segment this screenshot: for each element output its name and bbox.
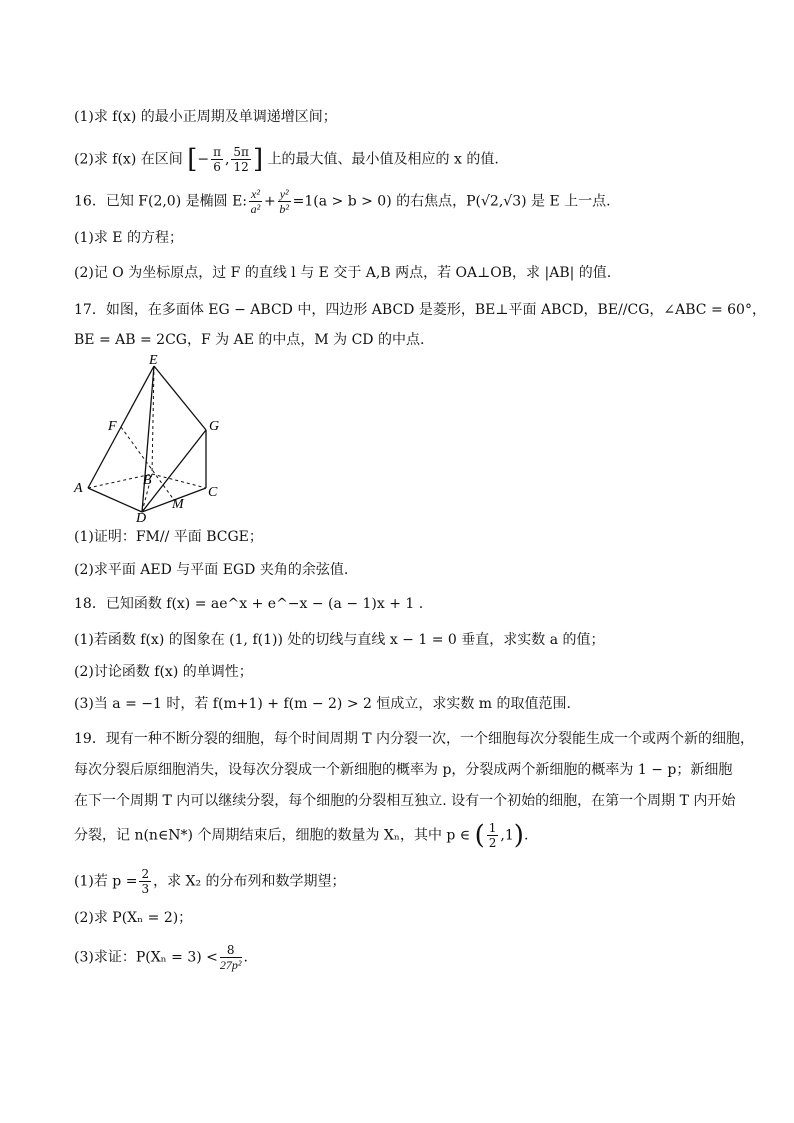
q19-line2: 每次分裂后原细胞消失，设每次分裂成一个新细胞的概率为 p，分裂成两个新细胞的概率为 1 − p；新细胞 [74, 762, 733, 778]
q19-line4 [74, 822, 734, 849]
q19-part1 [74, 868, 734, 895]
label-A: A [74, 481, 83, 496]
q17-part1: (1)证明：FM// 平面 BCGE； [74, 529, 263, 545]
q19-part2: (2)求 P(Xₙ = 2)； [74, 910, 193, 926]
q17-stem-line2: BE = AB = 2CG，F 为 AE 的中点，M 为 CD 的中点. [74, 332, 425, 348]
label-G: G [209, 419, 220, 434]
q19-part3 [74, 944, 734, 971]
q19-line3: 在下一个周期 T 内可以继续分裂，每个细胞的分裂相互独立. 设有一个初始的细胞，在第一个周期 T 内开始 [74, 793, 736, 809]
q16-x2: x² [251, 187, 260, 201]
q19-line1: 19．现有一种不断分裂的细胞，每个时间周期 T 内分裂一次，一个细胞每次分裂能生成一个或两个新的细胞， [74, 731, 755, 747]
edge-AD [88, 488, 142, 512]
q18-part3: (3)当 a = −1 时，若 f(m+1) + f(m − 2) > 2 恒成立，求实数 m 的取值范围. [74, 696, 571, 712]
q16-frac-y [278, 188, 291, 215]
q15-frac2-den: 12 [233, 160, 249, 174]
edge-EG [154, 366, 206, 430]
q16-a2: a² [250, 202, 261, 216]
q16-plus: + [263, 193, 276, 210]
q15-frac-pi-6 [211, 146, 223, 173]
q19-paren-close: ) [513, 820, 524, 851]
q15-part2-lead: (2)求 f(x) 在区间 [74, 151, 183, 168]
polyhedron-figure [60, 352, 250, 524]
q19-p1-num: 2 [141, 867, 150, 881]
q15-frac-den: 6 [213, 160, 221, 174]
q16-part1: (1)求 E 的方程； [74, 230, 183, 246]
q19-p3-num: 8 [220, 944, 242, 958]
q19-part1-tail: ，求 X₂ 的分布列和数学期望； [153, 873, 346, 890]
q16-y2: y² [279, 187, 289, 201]
q19-line4-lead: 分裂，记 n(n∈N*) 个周期结束后，细胞的数量为 Xₙ，其中 p ∈ [74, 827, 471, 844]
q15-frac2-num: 5π [233, 145, 249, 159]
label-C: C [208, 485, 218, 500]
q19-line4-dot: . [523, 827, 529, 844]
label-E: E [149, 353, 158, 368]
q15-part2-tail: 上的最大值、最小值及相应的 x 的值. [267, 151, 499, 168]
q19-part1-lead: (1)若 p = [74, 873, 138, 890]
q17-stem-line1: 17．如图，在多面体 EG − ABCD 中，四边形 ABCD 是菱形，BE⊥平面 ABCD，BE//CG，∠ABC = 60°， [74, 302, 766, 318]
q19-p3-dot: . [243, 949, 248, 966]
q18-part2: (2)讨论函数 f(x) 的单调性； [74, 664, 253, 680]
q15-neg-sign: − [197, 151, 210, 168]
q19-line4-end: ,1 [500, 827, 514, 844]
q19-part3-lead: (3)求证：P(Xₙ = 3) < [74, 949, 218, 966]
q19-p1-den: 3 [141, 882, 150, 896]
q19-p3-den: 27p² [219, 958, 242, 972]
q15-interval-close: ] [252, 144, 264, 175]
label-F: F [108, 419, 117, 434]
q16-frac-x [249, 188, 262, 215]
q19-half-num: 1 [488, 821, 497, 835]
q15-comma: , [224, 151, 230, 168]
q16-stem [74, 188, 734, 215]
q15-interval-open: [ [187, 144, 198, 175]
label-B: B [143, 473, 152, 488]
q19-paren-open: ( [474, 820, 485, 851]
q16-stem-lead: 16．已知 F(2,0) 是椭圆 E: [74, 193, 248, 210]
q18-stem: 18．已知函数 f(x) = ae^x + e^−x − (a − 1)x + 1 . [74, 596, 424, 612]
q16-part2: (2)记 O 为坐标原点，过 F 的直线 l 与 E 交于 A,B 两点，若 OA⊥OB，求 |AB| 的值. [74, 265, 612, 281]
q19-half-den: 2 [488, 836, 497, 850]
label-M: M [172, 497, 184, 512]
q19-frac-half [487, 822, 499, 849]
q15-frac-num: π [213, 145, 221, 159]
q16-stem-tail: =1(a > b > 0) 的右焦点，P(√2,√3) 是 E 上一点. [292, 193, 611, 210]
q17-part2: (2)求平面 AED 与平面 EGD 夹角的余弦值. [74, 562, 349, 578]
q18-part1: (1)若函数 f(x) 的图象在 (1, f(1)) 处的切线与直线 x − 1 = 0 垂直，求实数 a 的值； [74, 632, 605, 648]
q15-frac-5pi-12 [231, 146, 251, 173]
q15-part1: (1)求 f(x) 的最小正周期及单调递增区间； [74, 109, 337, 125]
q19-frac-8-27p2 [220, 944, 242, 971]
q15-part2 [74, 146, 734, 173]
label-D: D [136, 511, 147, 524]
q16-b2: b² [279, 202, 289, 216]
q19-frac-2-3 [139, 868, 151, 895]
